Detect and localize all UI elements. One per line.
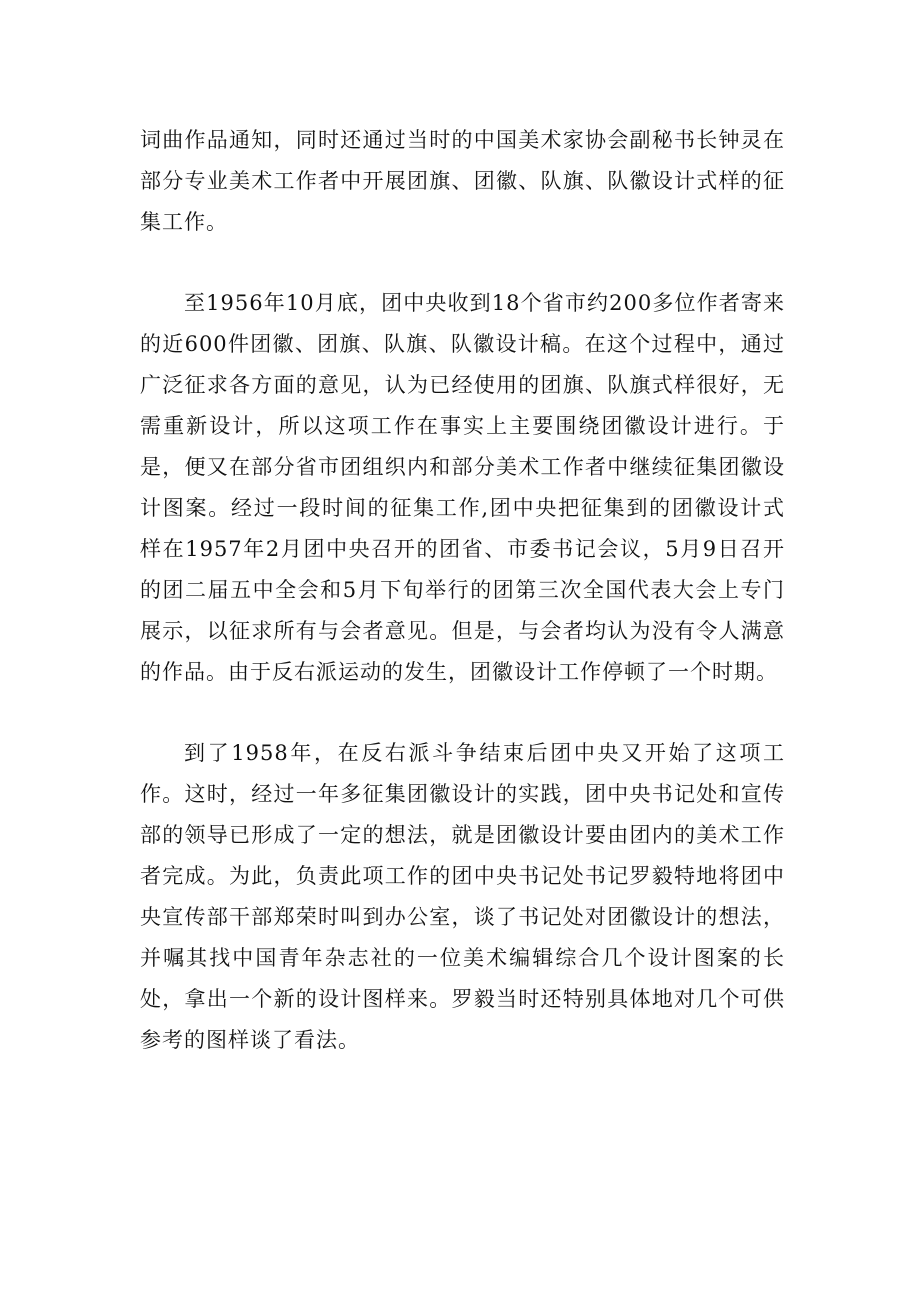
document-body [140, 120, 785, 1061]
paragraph-3: 到了1958年，在反右派斗争结束后团中央又开始了这项工作。这时，经过一年多征集团徽设计的实践，团中央书记处和宣传部的领导已形成了一定的想法，就是团徽设计要由团内的美术工作者完成。为此，负责此项工作的团中央书记处书记罗毅特地将团中央宣传部干部郑荣时叫到办公室，谈了书记处对团徽设计的想法，并嘱其找中国青年杂志社的一位美术编辑综合几个设计图案的长处，拿出一个新的设计图样来。罗毅当时还特别具体地对几个可供参考的图样谈了看法。 [140, 741, 785, 1052]
paragraph-2: 至1956年10月底，团中央收到18个省市约200多位作者寄来的近600件团徽、团旗、队旗、队徽设计稿。在这个过程中，通过广泛征求各方面的意见，认为已经使用的团旗、队旗式样很好，无需重新设计，所以这项工作在事实上主要围绕团徽设计进行。于是，便又在部分省市团组织内和部分美术工作者中继续征集团徽设计图案。经过一段时间的征集工作,团中央把征集到的团徽设计式样在1957年2月团中央召开的团省、市委书记会议，5月9日召开的团二届五中全会和5月下旬举行的团第三次全国代表大会上专门展示，以征求所有与会者意见。但是，与会者均认为没有令人满意的作品。由于反右派运动的发生，团徽设计工作停顿了一个时期。 [140, 291, 785, 684]
paragraph-gap [140, 693, 785, 733]
paragraph-gap [140, 243, 785, 283]
paragraph-1: 词曲作品通知，同时还通过当时的中国美术家协会副秘书长钟灵在部分专业美术工作者中开展团旗、团徽、队旗、队徽设计式样的征集工作。 [140, 128, 785, 234]
